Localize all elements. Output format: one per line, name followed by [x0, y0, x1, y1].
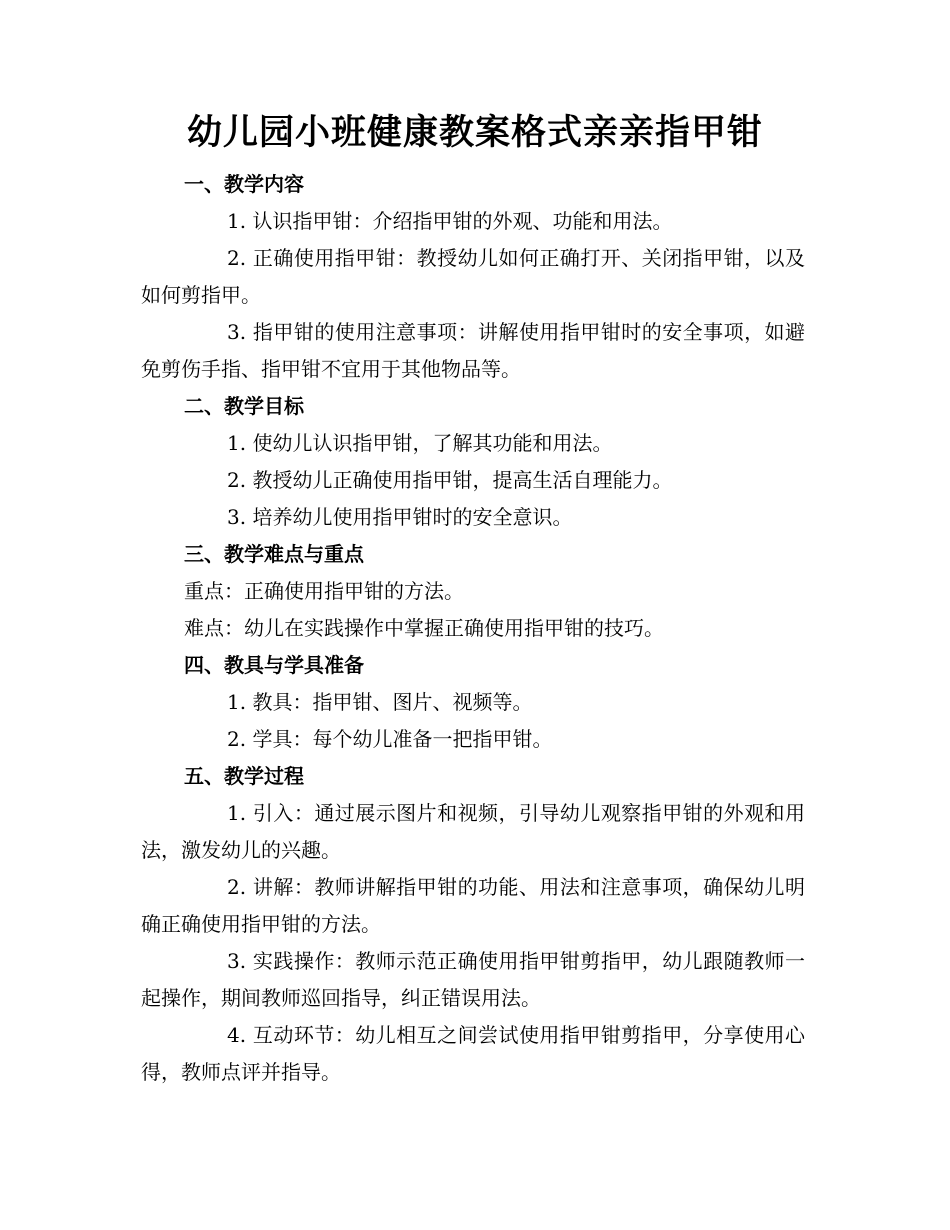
item-text: 指甲钳的使用注意事项：讲解使用指甲钳时的安全事项，如避免剪伤手指、指甲钳不宜用于其他物品等。 [141, 320, 806, 381]
section-heading: 三、教学难点与重点 [184, 542, 364, 566]
item-text: 互动环节：幼儿相互之间尝试使用指甲钳剪指甲，分享使用心得，教师点评并指导。 [141, 1023, 806, 1084]
item-number: 3. [227, 505, 247, 529]
list-item [141, 721, 805, 758]
item-text: 引入：通过展示图片和视频，引导幼儿观察指甲钳的外观和用法，激发幼儿的兴趣。 [141, 801, 806, 862]
section-heading: 四、教具与学具准备 [184, 653, 364, 677]
document-body [141, 166, 805, 1091]
item-number: 3. [227, 320, 247, 344]
list-item [141, 1017, 805, 1091]
document-title: 幼儿园小班健康教案格式亲亲指甲钳 [186, 112, 763, 153]
list-item [141, 684, 805, 721]
list-item [141, 462, 805, 499]
item-text: 教授幼儿正确使用指甲钳，提高生活自理能力。 [252, 468, 673, 492]
item-number: 1. [227, 209, 247, 233]
item-text: 正确使用指甲钳：教授幼儿如何正确打开、关闭指甲钳，以及如何剪指甲。 [141, 246, 806, 307]
list-item [141, 943, 805, 1017]
list-item [141, 240, 805, 314]
item-text: 使幼儿认识指甲钳，了解其功能和用法。 [252, 431, 613, 455]
item-number: 4. [227, 1023, 247, 1047]
list-item [141, 314, 805, 388]
item-text: 讲解：教师讲解指甲钳的功能、用法和注意事项，确保幼儿明确正确使用指甲钳的方法。 [141, 875, 806, 936]
item-text: 教具：指甲钳、图片、视频等。 [252, 690, 533, 714]
item-number: 1. [227, 431, 247, 455]
item-number: 2. [227, 875, 247, 899]
item-text: 培养幼儿使用指甲钳时的安全意识。 [252, 505, 573, 529]
item-text: 认识指甲钳：介绍指甲钳的外观、功能和用法。 [252, 209, 673, 233]
list-item [141, 203, 805, 240]
item-number: 1. [227, 690, 247, 714]
item-text: 学具：每个幼儿准备一把指甲钳。 [252, 727, 553, 751]
list-item [141, 795, 805, 869]
item-text: 实践操作：教师示范正确使用指甲钳剪指甲，幼儿跟随教师一起操作，期间教师巡回指导，纠正错误用法。 [141, 949, 806, 1010]
item-text: 重点：正确使用指甲钳的方法。 [184, 579, 464, 603]
list-item [141, 610, 805, 647]
list-item [141, 499, 805, 536]
item-number: 3. [227, 949, 247, 973]
item-number: 2. [227, 727, 247, 751]
section-heading: 五、教学过程 [184, 764, 304, 788]
section-heading: 二、教学目标 [184, 394, 304, 418]
item-number: 2. [227, 468, 247, 492]
item-text: 难点：幼儿在实践操作中掌握正确使用指甲钳的技巧。 [184, 616, 664, 640]
list-item [141, 425, 805, 462]
list-item [141, 573, 805, 610]
item-number: 2. [227, 246, 247, 270]
item-number: 1. [227, 801, 247, 825]
section-heading: 一、教学内容 [184, 172, 304, 196]
list-item [141, 869, 805, 943]
